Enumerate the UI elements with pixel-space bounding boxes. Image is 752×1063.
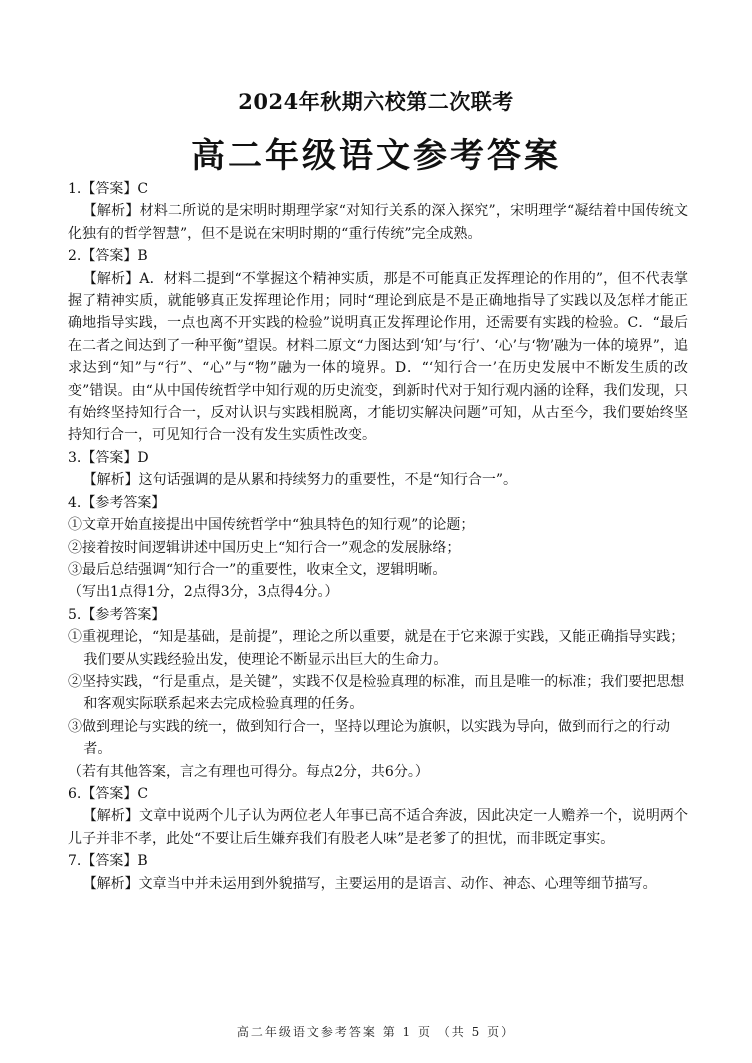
q3-analysis: 【解析】这句话强调的是从累和持续努力的重要性，不是“知行合一”。 <box>82 472 518 489</box>
q3-answer: 3.【答案】D <box>68 449 149 466</box>
q6-answer: 6.【答案】C <box>68 785 149 802</box>
q7-answer: 7.【答案】B <box>68 853 148 870</box>
q4-point-1: ①文章开始直接提出中国传统哲学中“独具特色的知行观”的论题； <box>68 517 475 534</box>
answer-content <box>68 178 688 895</box>
document-title: 高二年级语文参考答案 <box>191 136 561 176</box>
q5-answer: 5.【参考答案】 <box>68 606 166 623</box>
page-footer: 高二年级语文参考答案 第 1 页 （共 5 页） <box>236 1025 516 1039</box>
q5-scoring-note: （若有其他答案，言之有理也可得分。每点2分，共6分。） <box>68 763 429 780</box>
q5-point-2: ②坚持实践，“行是重点，是关键”，实践不仅是检验真理的标准，而且是唯一的标准；我们要把思想和客观实际联系起来去完成检验真理的任务。 <box>68 673 685 713</box>
q4-answer: 4.【参考答案】 <box>68 494 166 511</box>
q4-point-2: ②接着按时间逻辑讲述中国历史上“知行合一”观念的发展脉络； <box>68 539 461 556</box>
q4-point-3: ③最后总结强调“知行合一”的重要性，收束全文，逻辑明晰。 <box>68 561 447 578</box>
exam-title: 2024年秋期六校第二次联考 <box>238 89 514 114</box>
q2-answer: 2.【答案】B <box>68 248 148 265</box>
q1-analysis: 【解析】材料二所说的是宋明时期理学家“对知行关系的深入探究”，宋明理学“凝结着中国传统文化独有的哲学智慧”，但不是说在宋明时期的“重行传统”完全成熟。 <box>68 203 688 242</box>
q2-analysis: 【解析】A．材料二提到“不掌握这个精神实质，那是不可能真正发挥理论的作用的”，但不代表掌握了精神实质，就能够真正发挥理论作用；同时“理论到底是不是正确地指导了实践以及怎样才能正确地指导实践，一点也离不开实践的检验”说明真正发挥理论作用，还需要有实践的检验。C．“最后在二者之间达到了一种平衡”望误。材料二原文“力图达到‘知’与‘行’、‘心’与‘物’融为一体的境界”，追求达到“知”与“行”、“心”与“物”融为一体的境界。D．“‘知行合一’在历史发展中不断发生质的改变”错误。由“从中国传统哲学中知行观的历史流变，到新时代对于知行观内涵的诠释，我们发现，只有始终坚持知行合一，反对认识与实践相脱离，才能切实解决问题”可知，从古至今，我们要始终坚持知行合一，可见知行合一没有发生实质性改变。 <box>68 270 688 444</box>
q4-scoring-note: （写出1点得1分，2点得3分，3点得4分。） <box>68 584 339 601</box>
q6-analysis: 【解析】文章中说两个儿子认为两位老人年事已高不适合奔波，因此决定一人赡养一个，说明两个儿子并非不孝，此处“不要让后生嫌弃我们有股老人味”是老爹了的担忧，而非既定事实。 <box>68 808 688 847</box>
q1-answer: 1.【答案】C <box>68 181 149 197</box>
q7-analysis: 【解析】文章当中并未运用到外貌描写，主要运用的是语言、动作、神态、心理等细节描写。 <box>82 875 657 892</box>
q5-point-1: ①重视理论，“知是基础，是前提”，理论之所以重要，就是在于它来源于实践，又能正确指导实践；我们要从实践经验出发，使理论不断显示出巨大的生命力。 <box>68 629 685 668</box>
q5-point-3: ③做到理论与实践的统一，做到知行合一，坚持以理论为旗帜，以实践为导向，做到而行之的行动者。 <box>68 718 670 758</box>
